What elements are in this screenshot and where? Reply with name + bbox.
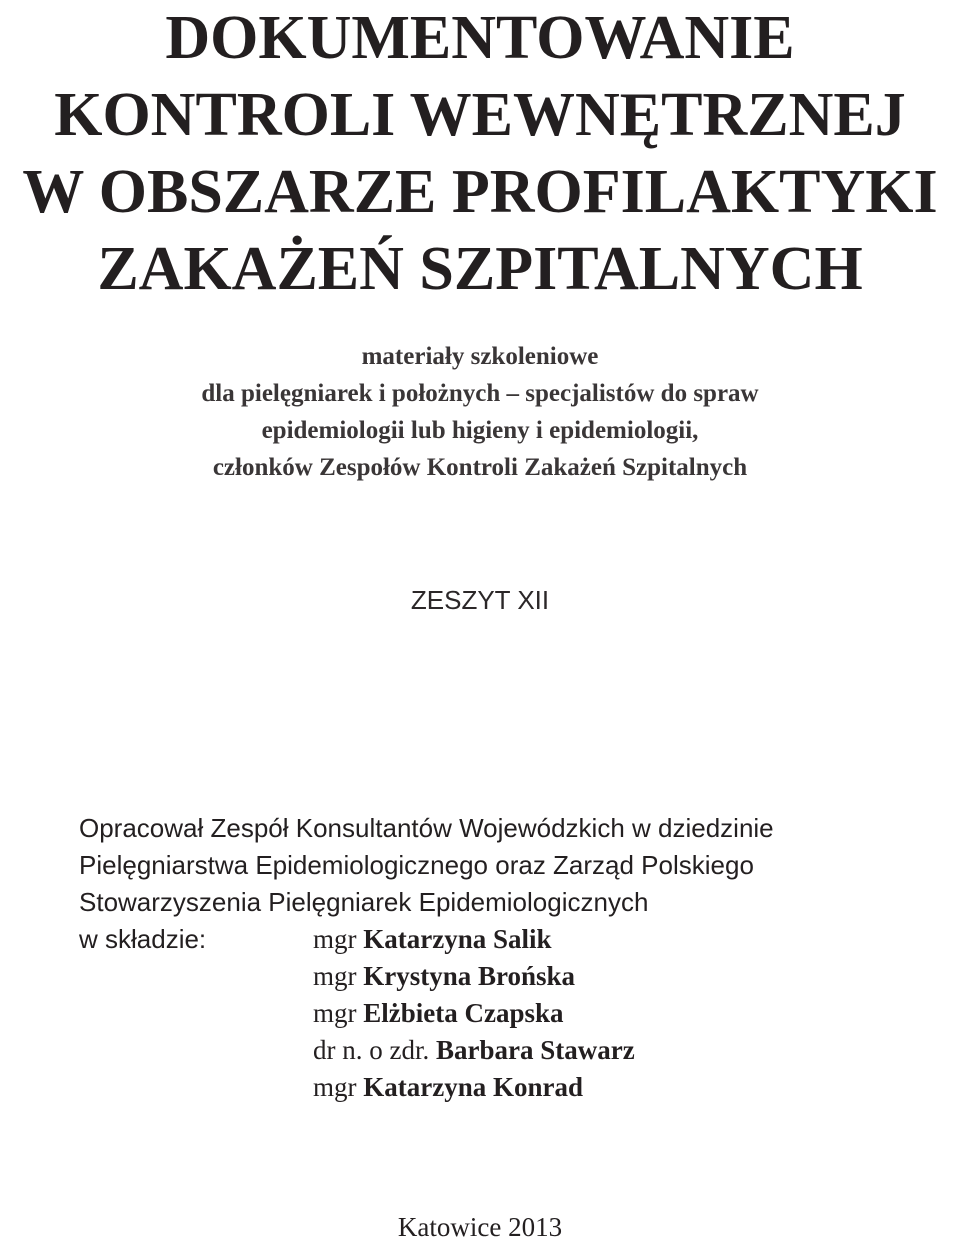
member-name: Krystyna Brońska: [363, 961, 576, 991]
members-label: w składzie:: [79, 924, 207, 954]
member-row: [79, 1032, 939, 1069]
subtitle-line-4: członków Zespołów Kontroli Zakażeń Szpitalnych: [212, 454, 748, 481]
subtitle-line-2: dla pielęgniarek i położnych – specjalistów do spraw: [201, 380, 759, 407]
document-subtitle: [0, 338, 960, 486]
member-prefix: mgr: [313, 1072, 364, 1102]
member-prefix: mgr: [313, 961, 364, 991]
member-row: [79, 995, 939, 1032]
title-line-4: ZAKAŻEŃ SZPITALNYCH: [97, 235, 863, 303]
title-line-2: KONTROLI WEWNĘTRZNEJ: [54, 81, 906, 149]
member-row: [79, 1069, 939, 1106]
member-prefix: mgr: [313, 998, 364, 1028]
members-list: [79, 921, 939, 1106]
subtitle-line-1: materiały szkoleniowe: [361, 343, 599, 370]
member-row: [79, 921, 939, 958]
member-prefix: mgr: [313, 924, 364, 954]
member-name: Katarzyna Konrad: [363, 1072, 583, 1102]
issue-number: ZESZYT XII: [410, 585, 550, 615]
member-name: Elżbieta Czapska: [363, 998, 564, 1028]
title-line-3: W OBSZARZE PROFILAKTYKI: [22, 158, 938, 226]
member-prefix: dr n. o zdr.: [313, 1035, 436, 1065]
member-row: [79, 958, 939, 995]
authors-statement: [79, 810, 939, 921]
authors-line-2: Pielęgniarstwa Epidemiologicznego oraz Zarząd Polskiego: [79, 850, 754, 880]
document-title: [0, 0, 960, 308]
title-line-1: DOKUMENTOWANIE: [165, 4, 795, 72]
subtitle-line-3: epidemiologii lub higieny i epidemiologii,: [261, 417, 699, 444]
authors-line-3: Stowarzyszenia Pielęgniarek Epidemiologicznych: [79, 887, 649, 917]
place-and-year: Katowice 2013: [397, 1212, 563, 1242]
authors-line-1: Opracował Zespół Konsultantów Wojewódzkich w dziedzinie: [79, 813, 774, 843]
member-name: Katarzyna Salik: [363, 924, 552, 954]
member-name: Barbara Stawarz: [435, 1035, 635, 1065]
